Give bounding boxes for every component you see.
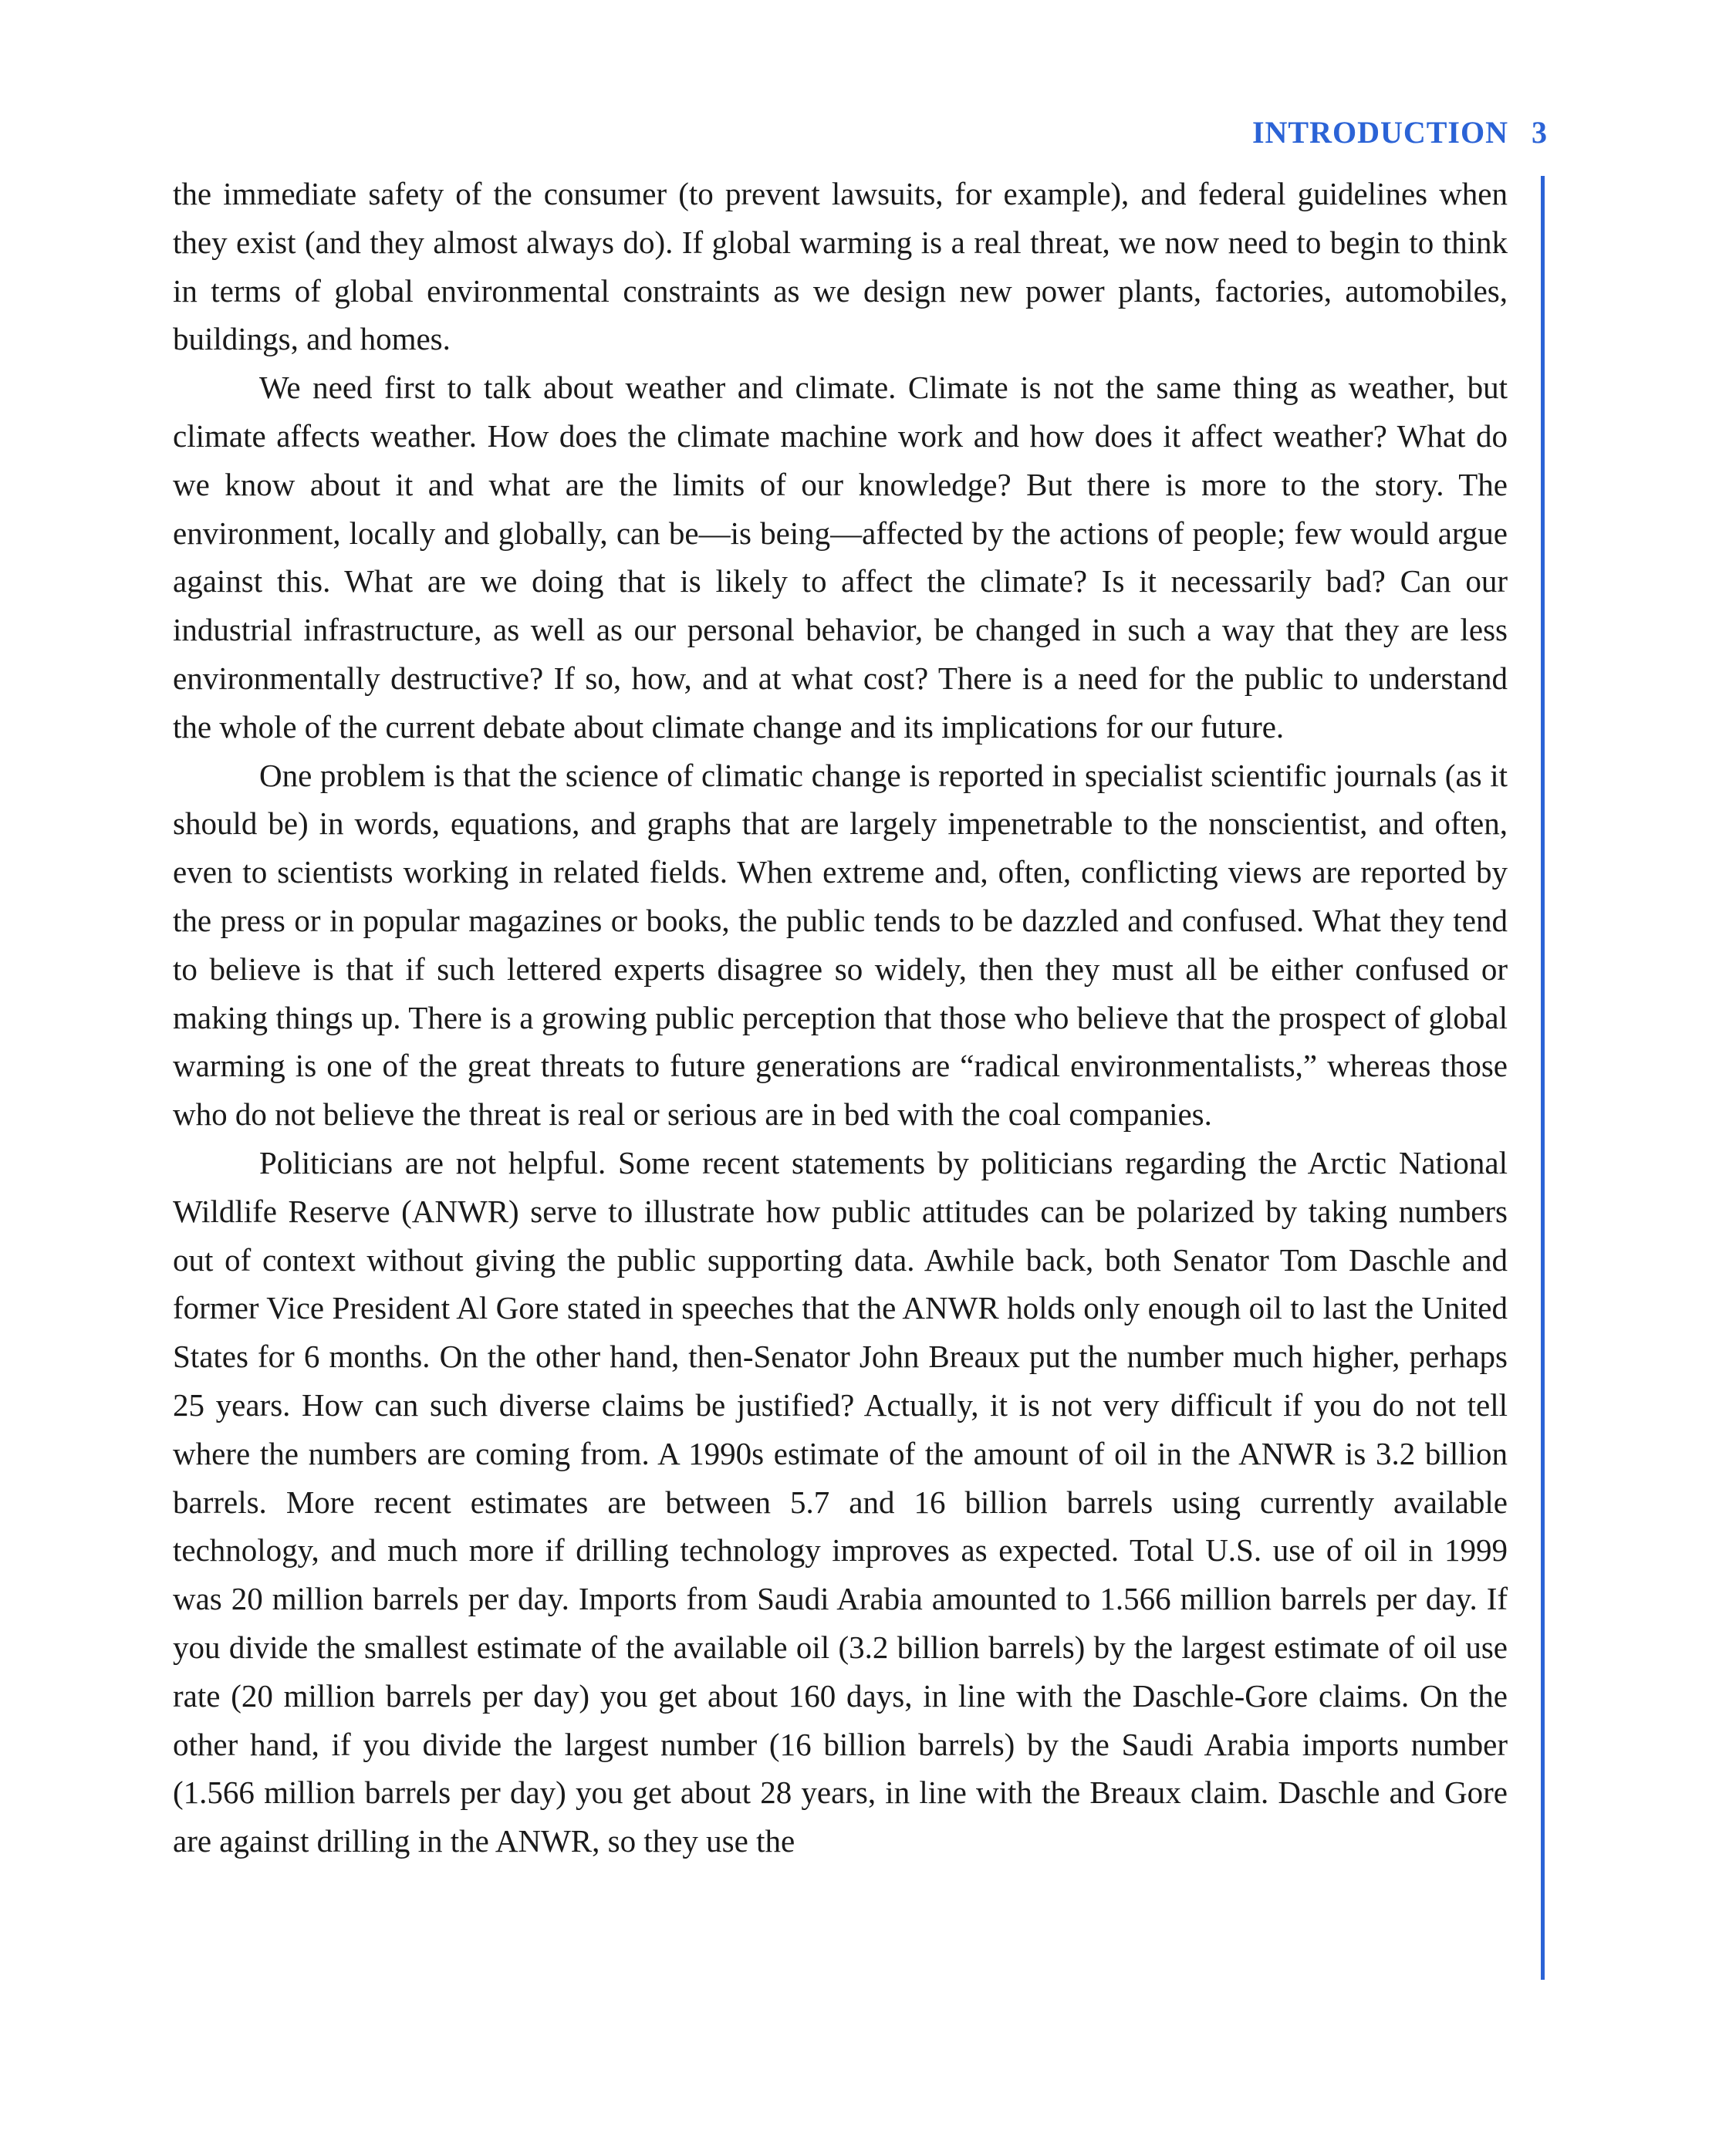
running-head: [1252, 114, 1548, 150]
paragraph-2: We need first to talk about weather and climate. Climate is not the same thing as weather, but climate affects weather. How does the climate machine work and how does it affect weather? What do we know about it and what are the limits of our knowledge? But there is more to the story. The environment, locally and globally, can be—is being—affected by the actions of people; few would argue against this. What are we doing that is likely to affect the climate? Is it necessarily bad? Can our industrial infrastructure, as well as our personal behavior, be changed in such a way that they are less environmentally destructive? If so, how, and at what cost? There is a need for the public to understand the whole of the current debate about climate change and its implications for our future.: [173, 370, 1508, 745]
section-title: INTRODUCTION: [1251, 115, 1508, 150]
paragraph-3: One problem is that the science of climatic change is reported in specialist scientific journals (as it should be) in words, equations, and graphs that are largely impenetrable to the nonscientist, and often, even to scientists working in related fields. When extreme and, often, conflicting views are reported by the press or in popular magazines or books, the public tends to be dazzled and confused. What they tend to believe is that if such lettered experts disagree so widely, then they must all be either confused or making things up. There is a growing public perception that those who believe that the prospect of global warming is one of the great threats to future generations are “radical environmentalists,” whereas those who do not believe the threat is real or serious are in bed with the coal companies.: [173, 757, 1508, 1133]
page-number: 3: [1532, 115, 1548, 150]
paragraph-1: the immediate safety of the consumer (to prevent lawsuits, for example), and federal guidelines when they exist (and they almost always do). If global warming is a real threat, we now need to begin to think in terms of global environmental constraints as we design new power plants, factories, automobiles, buildings, and homes.: [173, 176, 1508, 357]
paragraph-4: Politicians are not helpful. Some recent statements by politicians regarding the Arctic National Wildlife Reserve (ANWR) serve to illustrate how public attitudes can be polarized by taking numbers out of context without giving the public supporting data. Awhile back, both Senator Tom Daschle and former Vice President Al Gore stated in speeches that the ANWR holds only enough oil to last the United States for 6 months. On the other hand, then-Senator John Breaux put the number much higher, perhaps 25 years. How can such diverse claims be justified? Actually, it is not very difficult if you do not tell where the numbers are coming from. A 1990s estimate of the amount of oil in the ANWR is 3.2 billion barrels. More recent estimates are between 5.7 and 16 billion barrels using currently available technology, and much more if drilling technology improves as expected. Total U.S. use of oil in 1999 was 20 million barrels per day. Imports from Saudi Arabia amounted to 1.566 million barrels per day. If you divide the smallest estimate of the available oil (3.2 billion barrels) by the largest estimate of oil use rate (20 million barrels per day) you get about 160 days, in line with the Daschle-Gore claims. On the other hand, if you divide the largest number (16 billion barrels) by the Saudi Arabia imports number (1.566 million barrels per day) you get about 28 years, in line with the Breaux claim. Daschle and Gore are against drilling in the ANWR, so they use the: [173, 1144, 1508, 1859]
margin-rule: [1541, 176, 1545, 1980]
body-text: [173, 170, 1508, 1866]
